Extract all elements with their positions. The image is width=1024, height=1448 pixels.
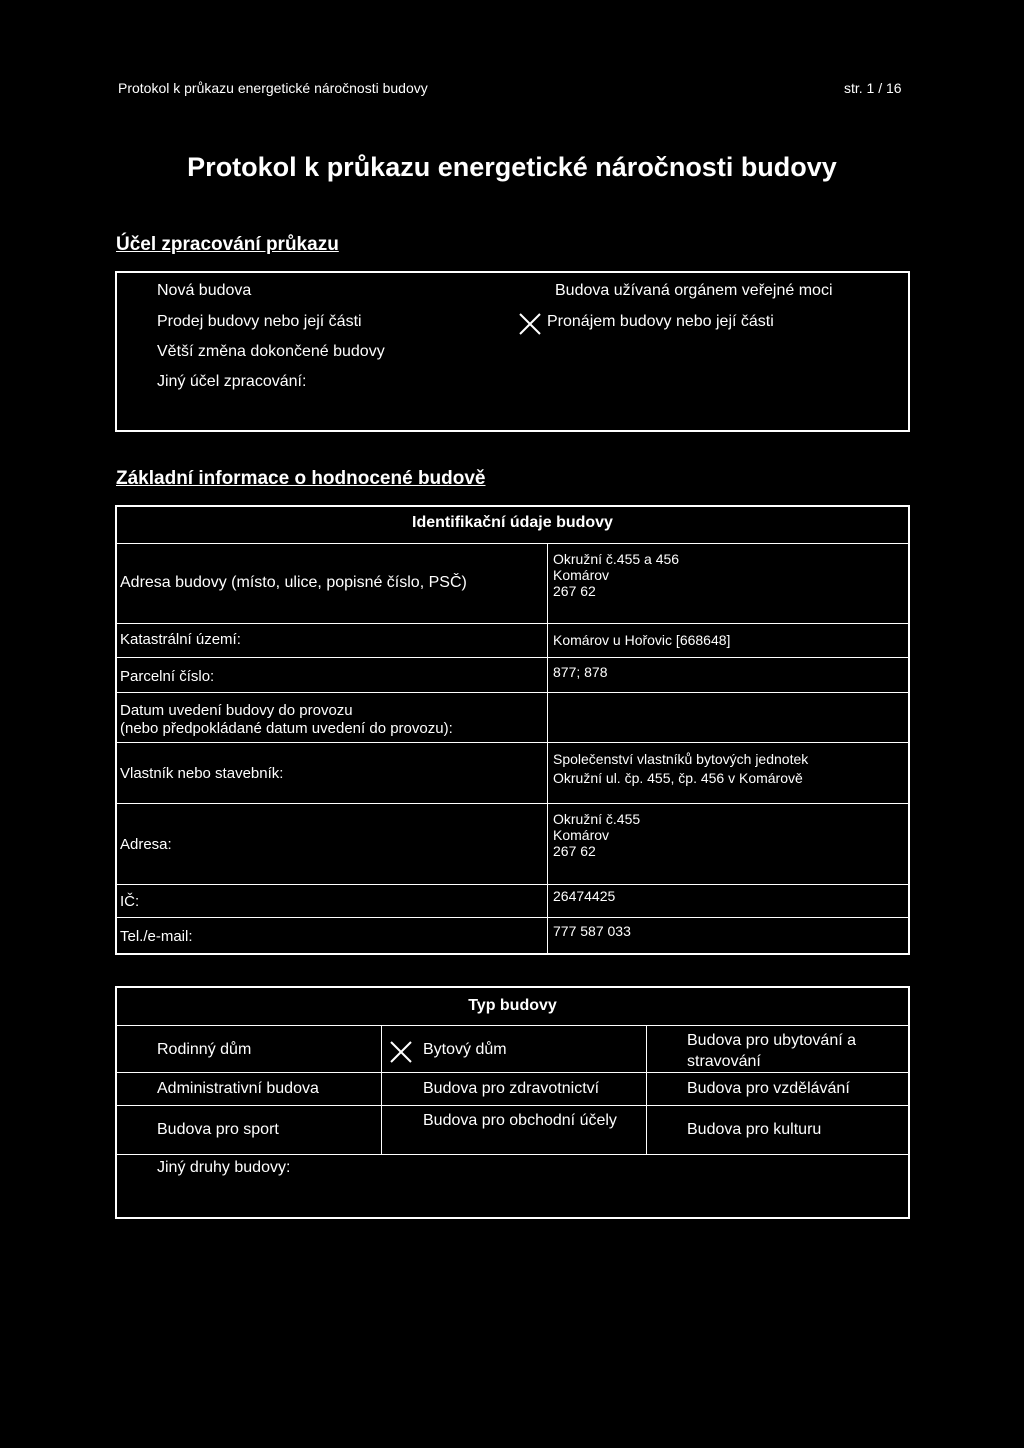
purpose-option-public-authority[interactable]: Budova užívaná orgánem veřejné moci: [555, 282, 833, 299]
building-type-title: Typ budovy: [468, 997, 557, 1014]
building-type-apartment-house[interactable]: Bytový dům: [423, 1041, 507, 1058]
building-type-other[interactable]: Jiný druhy budovy:: [157, 1159, 291, 1176]
purpose-option-rental[interactable]: Pronájem budovy nebo její části: [547, 313, 774, 330]
purpose-option-major-change[interactable]: Větší změna dokončené budovy: [157, 343, 385, 360]
company-id-label: IČ:: [120, 893, 140, 910]
owner-value: Společenství vlastníků bytových jednotek Okružní ul. čp. 455, čp. 456 v Komárově: [553, 751, 809, 786]
building-type-commercial[interactable]: Budova pro obchodní účely: [423, 1112, 617, 1129]
owner-address-label: Adresa:: [120, 836, 172, 853]
purpose-option-other[interactable]: Jiný účel zpracování:: [157, 373, 307, 390]
building-type-table: [115, 986, 910, 1219]
owner-address-value: Okružní č.455 Komárov 267 62: [553, 811, 641, 859]
building-type-culture[interactable]: Budova pro kulturu: [687, 1121, 822, 1138]
cadastral-area-label: Katastrální území:: [120, 631, 241, 648]
phone-email-label: Tel./e-mail:: [120, 928, 193, 945]
cadastral-area-value: Komárov u Hořovic [668648]: [553, 632, 731, 648]
building-address-label: Adresa budovy (místo, ulice, popisné číslo, PSČ): [120, 574, 467, 591]
checkmark-cross-icon: [518, 312, 542, 336]
parcel-number-label: Parcelní číslo:: [120, 668, 215, 685]
owner-label: Vlastník nebo stavebník:: [120, 765, 284, 782]
building-type-administrative[interactable]: Administrativní budova: [157, 1080, 319, 1097]
page-number: str. 1 / 16: [844, 80, 902, 96]
checkmark-cross-icon: [389, 1040, 413, 1064]
commissioning-date-label: Datum uvedení budovy do provozu (nebo předpokládané datum uvedení do provozu):: [120, 702, 453, 737]
building-type-family-house[interactable]: Rodinný dům: [157, 1041, 252, 1058]
page-header-title: Protokol k průkazu energetické náročnosti budovy: [118, 80, 428, 96]
identification-table-title: Identifikační údaje budovy: [412, 514, 613, 531]
building-type-sport[interactable]: Budova pro sport: [157, 1121, 279, 1138]
building-address-value: Okružní č.455 a 456 Komárov 267 62: [553, 551, 680, 599]
company-id-value: 26474425: [553, 888, 616, 904]
building-type-healthcare[interactable]: Budova pro zdravotnictví: [423, 1080, 600, 1097]
basic-info-heading: Základní informace o hodnocené budově: [116, 468, 486, 489]
building-type-education[interactable]: Budova pro vzdělávání: [687, 1080, 850, 1097]
phone-email-value: 777 587 033: [553, 923, 631, 939]
purpose-option-sale[interactable]: Prodej budovy nebo její části: [157, 313, 362, 330]
building-type-accommodation[interactable]: Budova pro ubytování a stravování: [687, 1032, 857, 1070]
parcel-number-value: 877; 878: [553, 664, 608, 680]
document-title: Protokol k průkazu energetické náročnosti budovy: [187, 152, 837, 182]
purpose-option-new-building[interactable]: Nová budova: [157, 282, 252, 299]
purpose-heading: Účel zpracování průkazu: [116, 234, 339, 255]
